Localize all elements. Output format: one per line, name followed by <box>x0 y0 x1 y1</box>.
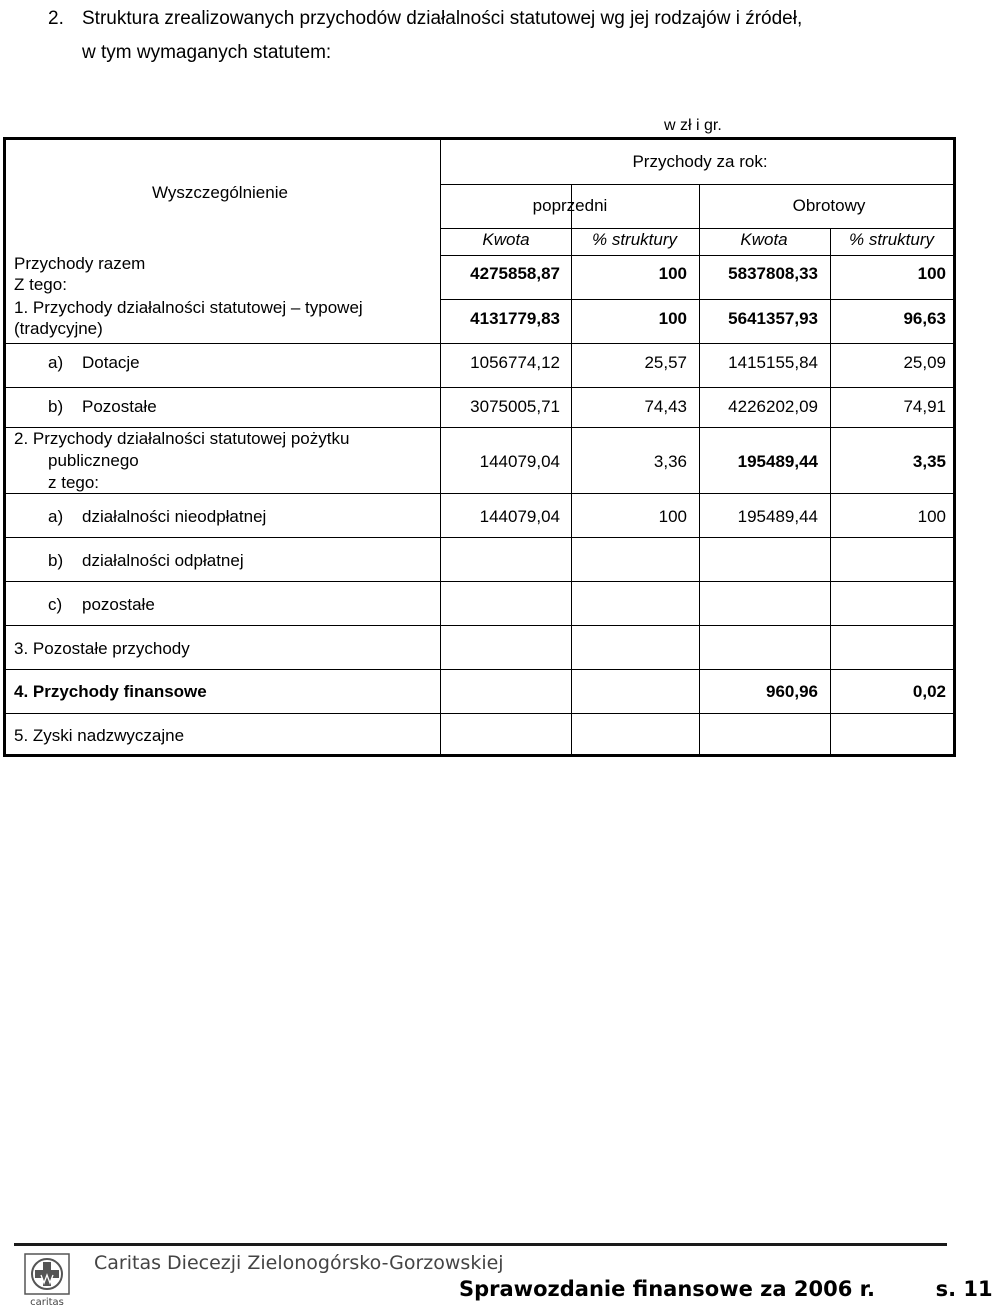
section-title-line2: w tym wymaganych statutem: <box>82 42 332 63</box>
row-label: 3. Pozostałe przychody <box>14 639 190 658</box>
row-label: Przychody razem <box>14 254 146 273</box>
cell-curr-amount: 960,96 <box>766 682 818 701</box>
cell-prev-amount: 1056774,12 <box>470 353 560 372</box>
row-label: 1. Przychody działalności statutowej – typowej <box>14 298 363 317</box>
header-previous-year: poprzedni <box>532 196 608 215</box>
header-share-curr: % struktury <box>848 230 935 249</box>
cell-prev-amount: 4275858,87 <box>470 264 560 283</box>
row-label: działalności odpłatnej <box>82 551 244 570</box>
row-label-sub: publicznego <box>48 451 139 470</box>
cell-curr-amount: 5641357,93 <box>728 309 818 328</box>
row-label: działalności nieodpłatnej <box>82 507 267 526</box>
header-share-prev: % struktury <box>591 230 678 249</box>
cell-curr-share: 74,91 <box>903 397 946 416</box>
organization-name: Caritas Diecezji Zielonogórsko-Gorzowskiej <box>94 1252 504 1274</box>
cell-prev-share: 3,36 <box>653 452 687 471</box>
row-label-sub: Z tego: <box>14 275 67 294</box>
cell-curr-amount: 5837808,33 <box>728 264 818 283</box>
section-title-line1: Struktura zrealizowanych przychodów działalności statutowej wg jej rodzajów i źródeł, <box>82 8 803 29</box>
cell-prev-share: 25,57 <box>644 353 687 372</box>
row-label: pozostałe <box>82 595 155 614</box>
header-income-for-year: Przychody za rok: <box>632 152 768 171</box>
row-prefix: a) <box>48 353 64 372</box>
page-number: s. 11 <box>935 1277 993 1301</box>
row-prefix: b) <box>48 551 64 570</box>
report-title: Sprawozdanie finansowe za 2006 r. <box>459 1277 875 1301</box>
row-prefix: a) <box>48 507 64 526</box>
cell-prev-share: 100 <box>658 264 687 283</box>
section-number: 2. <box>48 8 64 29</box>
cell-curr-share: 96,63 <box>903 309 946 328</box>
header-current-year: Obrotowy <box>792 196 866 215</box>
cell-curr-amount: 195489,44 <box>737 507 818 526</box>
cell-curr-share: 0,02 <box>912 682 946 701</box>
cell-curr-share: 100 <box>917 507 946 526</box>
cell-prev-share: 74,43 <box>644 397 687 416</box>
row-label-sub: (tradycyjne) <box>14 319 103 338</box>
cell-prev-share: 100 <box>658 309 687 328</box>
row-label-sub2: z tego: <box>48 473 100 492</box>
row-label: 2. Przychody działalności statutowej pożytku <box>14 429 350 448</box>
row-label: 5. Zyski nadzwyczajne <box>14 726 185 745</box>
cell-prev-amount: 144079,04 <box>479 507 560 526</box>
caritas-logo <box>24 1253 70 1307</box>
report-footer <box>459 1277 993 1301</box>
cell-curr-share: 100 <box>917 264 946 283</box>
row-prefix: b) <box>48 397 64 416</box>
cell-prev-amount: 3075005,71 <box>470 397 560 416</box>
footer-divider <box>14 1243 947 1246</box>
row-label: 4. Przychody finansowe <box>14 682 207 701</box>
row-label: Dotacje <box>82 353 140 372</box>
cell-curr-share: 3,35 <box>912 452 946 471</box>
cell-prev-share: 100 <box>658 507 687 526</box>
header-amount-curr: Kwota <box>740 230 788 249</box>
cell-curr-amount: 1415155,84 <box>728 353 818 372</box>
cell-prev-amount: 144079,04 <box>479 452 560 471</box>
svg-text:caritas: caritas <box>30 1297 64 1308</box>
cell-curr-amount: 195489,44 <box>737 452 818 471</box>
cell-prev-amount: 4131779,83 <box>470 309 560 328</box>
cell-curr-amount: 4226202,09 <box>728 397 818 416</box>
header-description: Wyszczególnienie <box>152 183 288 202</box>
header-amount-prev: Kwota <box>482 230 530 249</box>
row-label: Pozostałe <box>82 397 157 416</box>
row-prefix: c) <box>48 595 63 614</box>
cell-curr-share: 25,09 <box>903 353 946 372</box>
unit-note: w zł i gr. <box>664 117 722 134</box>
